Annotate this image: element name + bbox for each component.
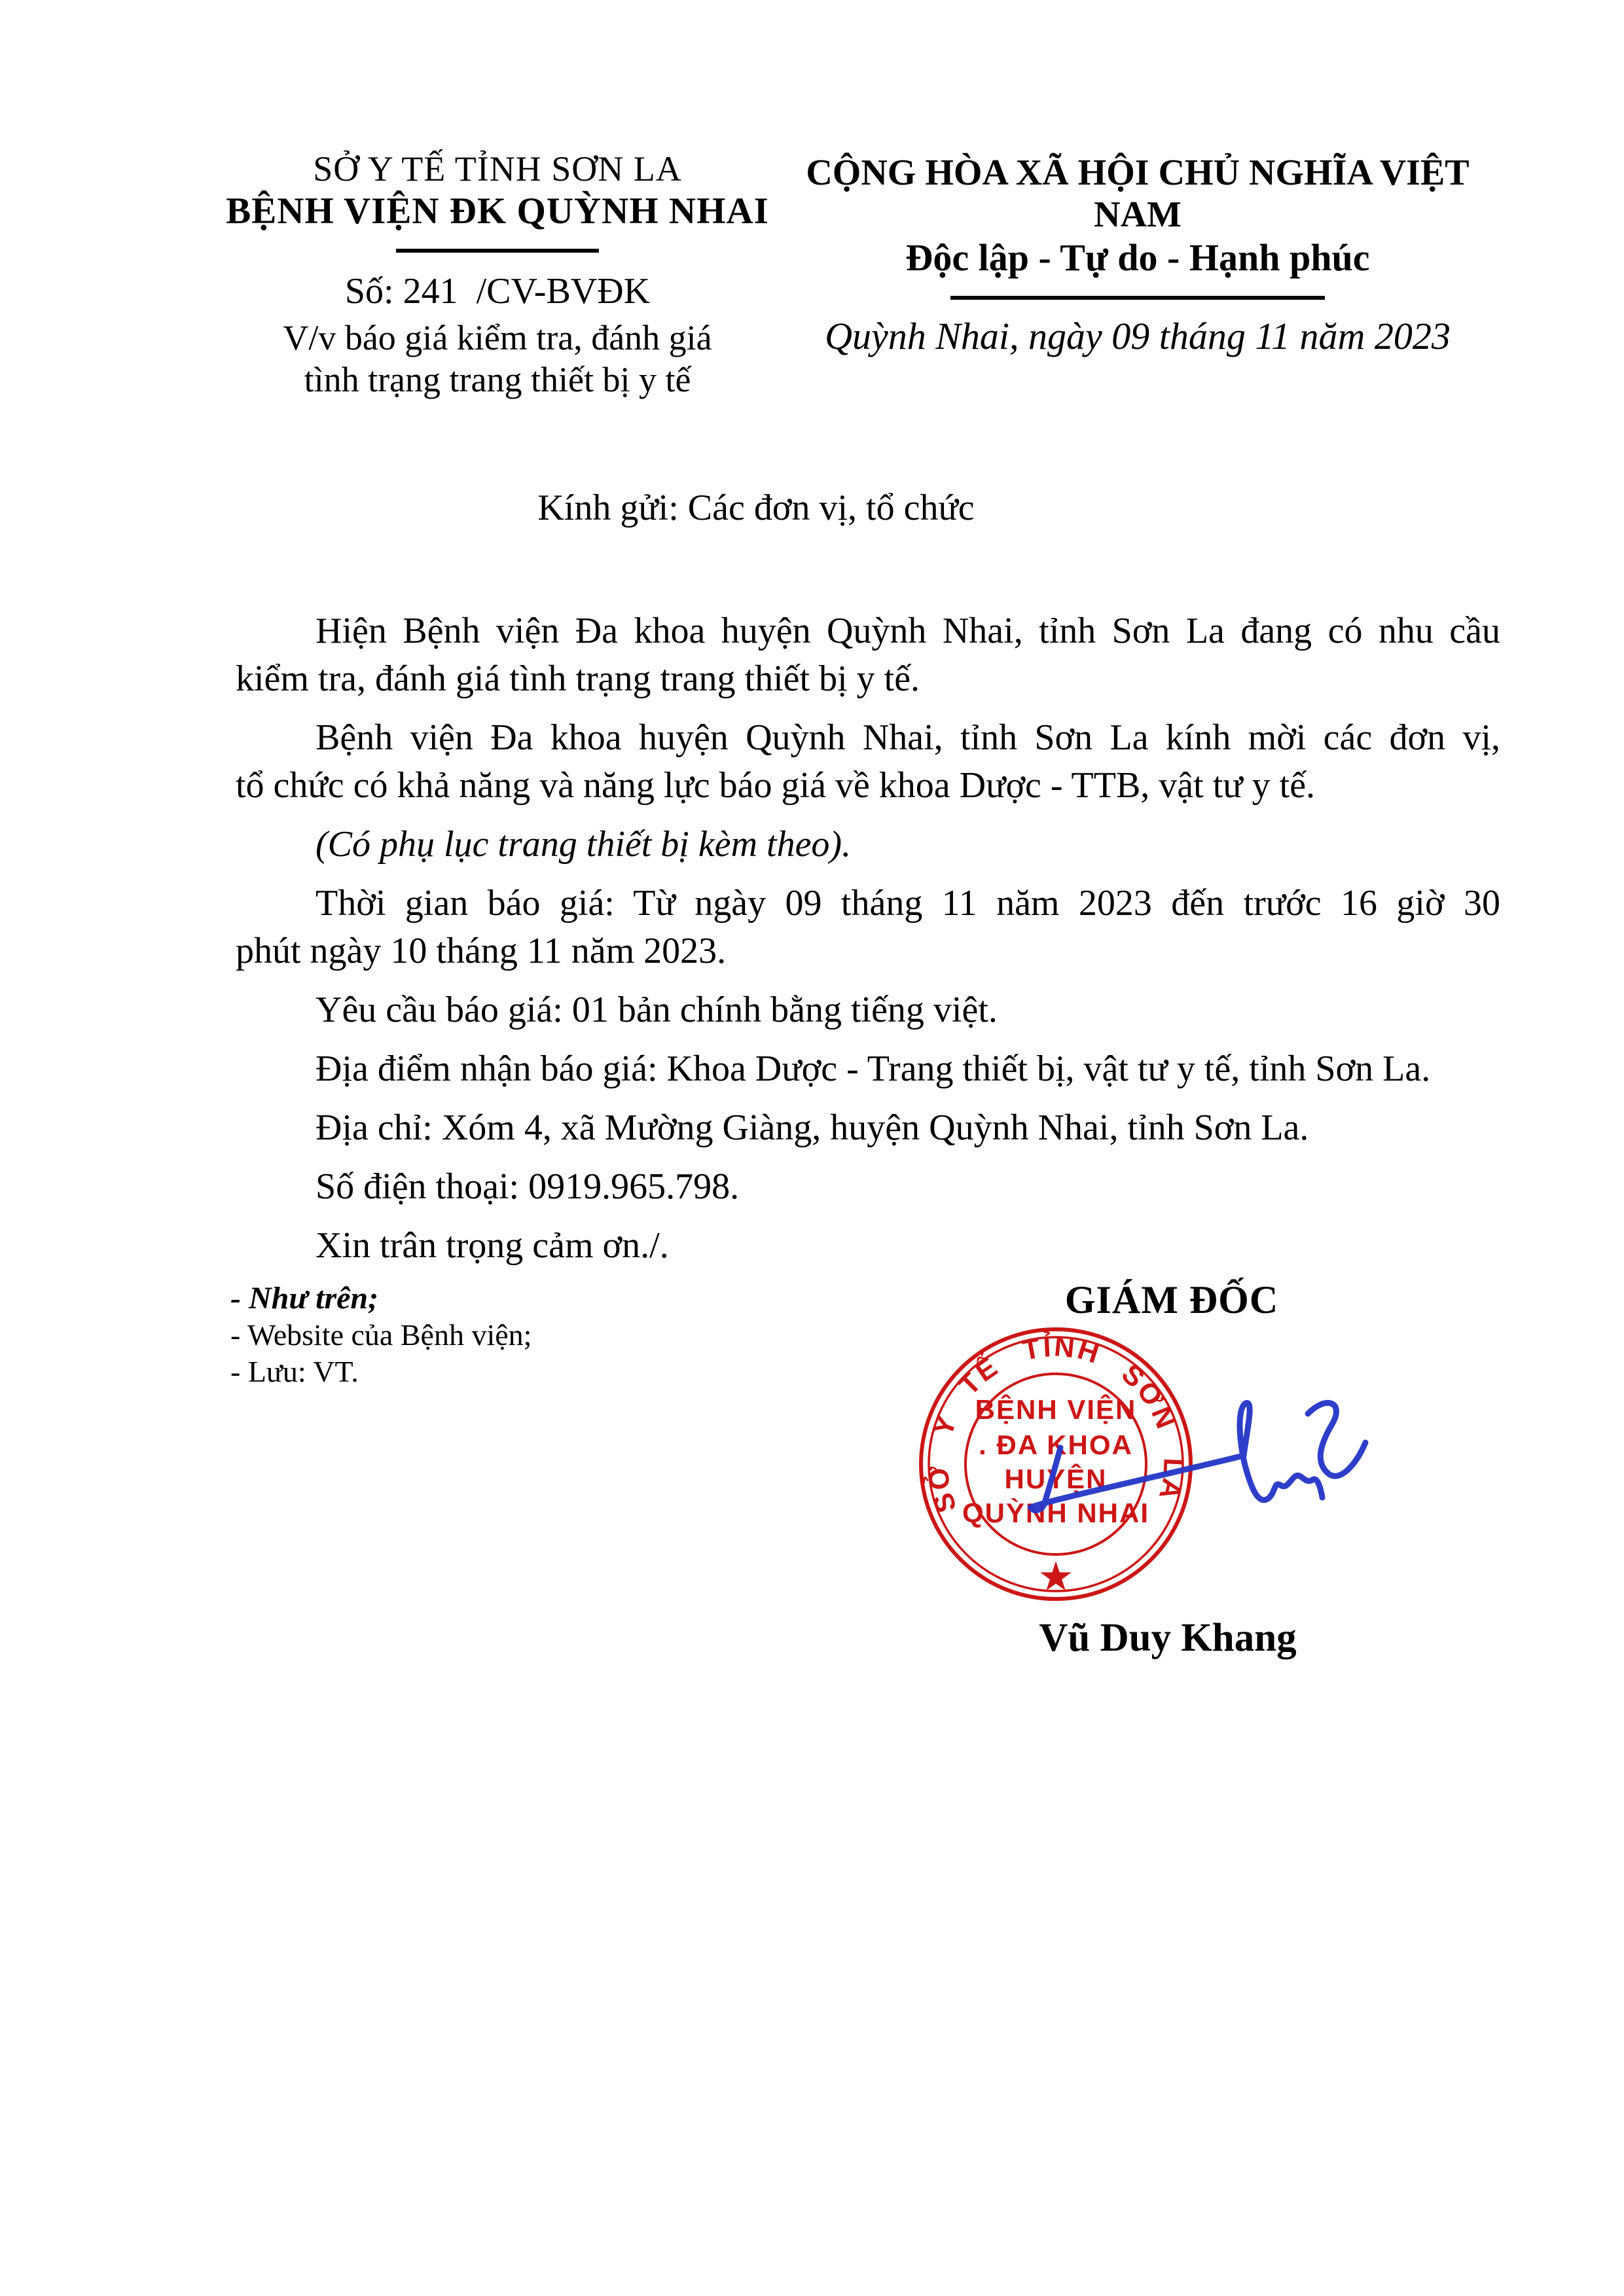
- handwritten-signature-icon: [1016, 1386, 1396, 1550]
- doc-number: Số: 241 /CV-BVĐK: [344, 271, 651, 312]
- recipient-item: - Như trên;: [230, 1281, 379, 1316]
- body-paragraph: [236, 714, 1500, 810]
- national-title: CỘNG HÒA XÃ HỘI CHỦ NGHĨA VIỆT NAM: [806, 152, 1470, 235]
- body-line: Thời gian báo giá: Từ ngày 09 tháng 11 năm 2023 đến trước 16 giờ 30: [316, 883, 1500, 924]
- body-line: Bệnh viện Đa khoa huyện Quỳnh Nhai, tỉnh Sơn La kính mời các đơn vị,: [316, 717, 1500, 758]
- body-line: kiểm tra, đánh giá tình trạng trang thiết bị y tế.: [236, 658, 920, 699]
- body-line: Yêu cầu báo giá: 01 bản chính bằng tiếng việt.: [316, 990, 998, 1030]
- seal-center-line: QUỲNH NHAI: [962, 1498, 1150, 1528]
- body-paragraph: [236, 1163, 1500, 1211]
- body-line: Địa điểm nhận báo giá: Khoa Dược - Trang thiết bị, vật tư y tế, tỉnh Sơn La.: [316, 1049, 1431, 1089]
- body-paragraph: [236, 986, 1500, 1034]
- signer-name: Vũ Duy Khang: [1039, 1616, 1297, 1660]
- recipient-item: - Website của Bệnh viện;: [230, 1318, 532, 1352]
- body-paragraph: [236, 1222, 1500, 1270]
- parent-org-name: SỞ Y TẾ TỈNH SƠN LA: [313, 149, 682, 188]
- seal-center-line: . ĐA KHOA: [979, 1429, 1133, 1460]
- body-paragraph: [236, 880, 1500, 975]
- place-date-line: Quỳnh Nhai, ngày 09 tháng 11 năm 2023: [825, 315, 1451, 357]
- body-line: Hiện Bệnh viện Đa khoa huyện Quỳnh Nhai, tỉnh Sơn La đang có nhu cầu: [316, 611, 1500, 651]
- org-name: BỆNH VIỆN ĐK QUỲNH NHAI: [226, 190, 769, 232]
- signer-title: GIÁM ĐỐC: [1064, 1278, 1279, 1321]
- body-paragraph: [236, 607, 1500, 703]
- recipients-list: [230, 1280, 532, 1390]
- doc-subject-line-2: tình trạng trang thiết bị y tế: [304, 360, 691, 399]
- body-line: phút ngày 10 tháng 11 năm 2023.: [236, 931, 727, 971]
- salutation-line: Kính gửi: Các đơn vị, tổ chức: [537, 488, 975, 528]
- body-paragraph: [236, 1104, 1500, 1152]
- seal-center-line: BỆNH VIỆN: [975, 1394, 1137, 1425]
- motto-divider-rule: [950, 296, 1325, 300]
- national-header-block: [765, 152, 1511, 359]
- seal-star-icon: ★: [1038, 1552, 1074, 1600]
- body-paragraph: [236, 1045, 1500, 1093]
- body-line: tổ chức có khả năng và năng lực báo giá về khoa Dược - TTB, vật tư y tế.: [236, 765, 1316, 806]
- national-motto: Độc lập - Tự do - Hạnh phúc: [905, 236, 1370, 279]
- body-line: Số điện thoại: 0919.965.798.: [316, 1166, 740, 1207]
- seal-center-line: HUYỆN: [1004, 1463, 1108, 1494]
- recipient-item: - Lưu: VT.: [230, 1355, 359, 1388]
- body-line: Xin trân trọng cảm ơn./.: [316, 1225, 669, 1266]
- issuing-org-block: [216, 148, 779, 401]
- org-divider-rule: [396, 249, 599, 253]
- seal-ring-text: SỞ Y TẾ TỈNH SƠN LA: [922, 1331, 1190, 1516]
- body-paragraph: [236, 821, 1500, 869]
- body-paragraphs: [236, 607, 1500, 1281]
- body-line: (Có phụ lục trang thiết bị kèm theo).: [316, 824, 852, 865]
- body-line: Địa chỉ: Xóm 4, xã Mường Giàng, huyện Quỳnh Nhai, tỉnh Sơn La.: [316, 1107, 1309, 1148]
- doc-subject-line-1: V/v báo giá kiểm tra, đánh giá: [283, 318, 712, 357]
